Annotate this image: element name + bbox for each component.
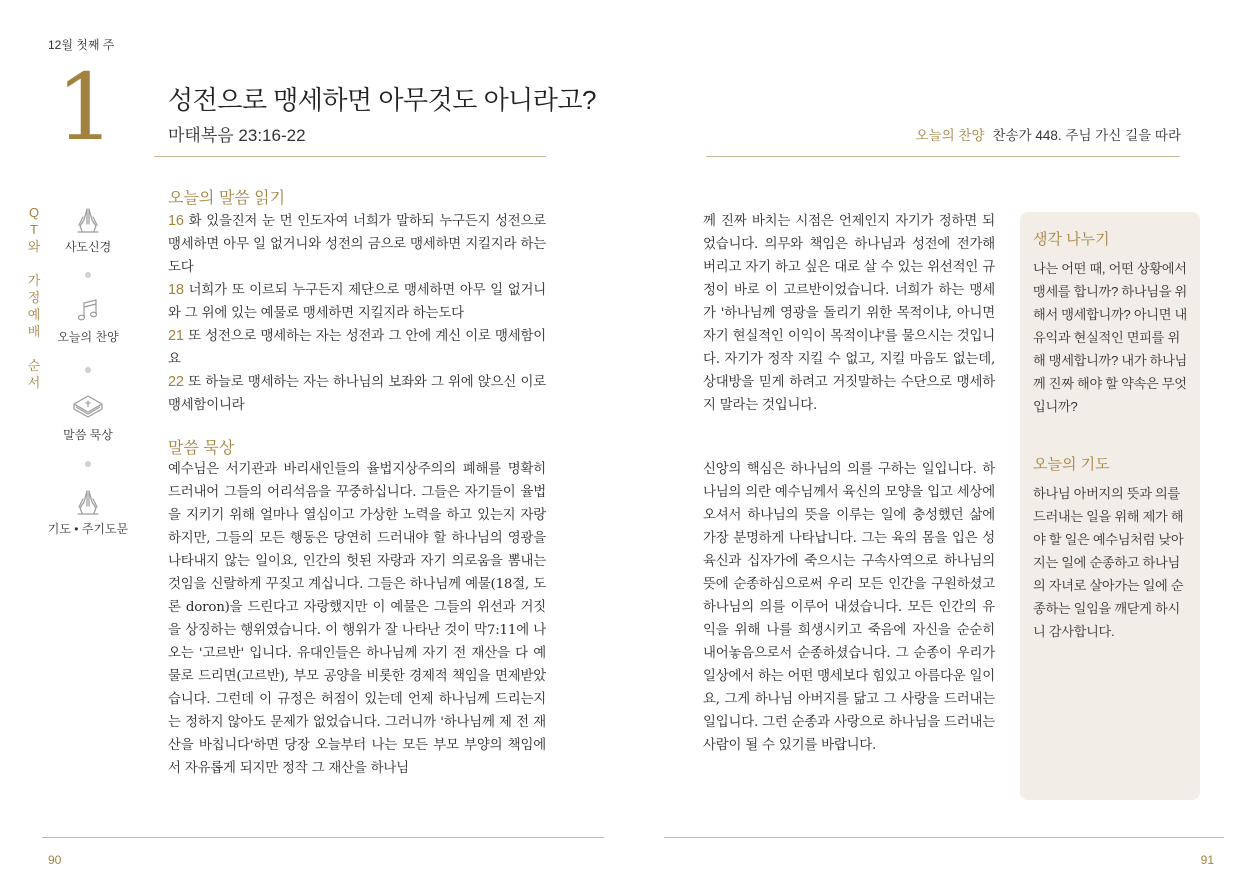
- meditation-right-text-1: 께 진짜 바치는 시점은 언제인지 자기가 정하면 되었습니다. 의무와 책임은 하나님과 성전에 전가해 버리고 자기 하고 싶은 대로 살 수 있는 위선적인 규정이 바로 이 고르반이었습니다. 너희가 하는 맹세가 '하나님께 영광을 돌리기 위한 목적이냐, 아니면 자기 현실적인 이익이 목적이냐'를 물으시는 것입니다. 자기가 정작 지킬 수 없고, 지킬 마음도 없는데, 상대방을 믿게 하려고 거짓말하는 수단으로 맹세하지 말라는 것입니다.: [703, 214, 995, 413]
- page-title: 성전으로 맹세하면 아무것도 아니라고?: [168, 85, 596, 115]
- header-divider-right: [706, 156, 1180, 157]
- verse-number: 22: [168, 374, 184, 390]
- verse: [168, 371, 546, 417]
- order-dot: [85, 461, 91, 467]
- vertical-char: Q: [28, 205, 40, 220]
- sharing-text: 나는 어떤 때, 어떤 상황에서 맹세를 합니까? 하나님을 위해서 맹세합니까? 아니면 내 유익과 현실적인 면피를 위해 맹세합니까? 내가 하나님께 진짜 해야 할 약속은 무엇입니까?: [1033, 261, 1187, 414]
- order-dot: [85, 367, 91, 373]
- music-note-icon: [73, 298, 103, 324]
- verse-text: 너희가 또 이르되 누구든지 제단으로 맹세하면 아무 일 없거니와 그 위에 있는 예물로 맹세하면 지킬지라 하는도다: [168, 283, 546, 321]
- verse-text: 화 있을진저 눈 먼 인도자여 너희가 말하되 누구든지 성전으로 맹세하면 아무 일 없거니와 성전의 금으로 맹세하면 지킬지라 하는도다: [168, 214, 546, 275]
- vertical-char: 순: [27, 358, 41, 373]
- order-dot: [85, 272, 91, 278]
- scripture-reference: 마태복음 23:16-22: [168, 126, 306, 145]
- hymn-text: 찬송가 448. 주님 가신 길을 따라: [992, 128, 1181, 143]
- week-label: 12월 첫째 주: [48, 38, 115, 52]
- praying-hands-icon: [73, 488, 103, 516]
- verse-number: 16: [168, 213, 184, 229]
- day-number: 1: [56, 54, 115, 161]
- meditation-heading: 말씀 묵상: [168, 440, 235, 457]
- vertical-char: T: [30, 222, 38, 237]
- reading-verses: [168, 210, 546, 417]
- verse: [168, 210, 546, 279]
- hymn-line: [916, 124, 1181, 144]
- verse-text: 또 하늘로 맹세하는 자는 하나님의 보좌와 그 위에 앉으신 이로 맹세함이니라: [168, 375, 546, 413]
- footer-divider-right: [664, 837, 1224, 838]
- order-item-label: 기도 • 주기도문: [47, 522, 129, 536]
- vertical-char: 와: [27, 239, 41, 254]
- verse: [168, 325, 546, 371]
- order-item-prayer: [33, 488, 143, 537]
- vertical-gap: [25, 255, 43, 272]
- verse-text: 또 성전으로 맹세하는 자는 성전과 그 안에 계신 이로 맹세함이요: [168, 329, 546, 367]
- sharing-section: [1033, 228, 1188, 418]
- reading-heading: 오늘의 말씀 읽기: [168, 190, 286, 207]
- vertical-char: 가: [27, 273, 41, 288]
- verse: [168, 279, 546, 325]
- bible-icon: [71, 392, 105, 422]
- order-item-hymn: [33, 298, 143, 345]
- prayer-text: 하나님 아버지의 뜻과 의를 드러내는 일을 위해 제가 해야 할 일은 예수님처럼 낮아지는 일에 순종하고 하나님의 자녀로 살아가는 일에 순종하는 일임을 깨닫게 하시니 감사합니다.: [1033, 486, 1184, 639]
- verse-number: 21: [168, 328, 184, 344]
- verse-number: 18: [168, 282, 184, 298]
- header-divider-left: [154, 156, 546, 157]
- order-item-creed: [33, 206, 143, 255]
- meditation-right-text-2: 신앙의 핵심은 하나님의 의를 구하는 일입니다. 하나님의 의란 예수님께서 육신의 모양을 입고 세상에 오셔서 하나님의 뜻을 이루는 일에 충성했던 삶에 가장 분명하게 나타납니다. 그는 육의 몸을 입은 성육신과 십자가에 죽으시는 구속사역으로 하나님의 뜻에 순종하심으로써 우리 모든 인간을 구원하셨고 하나님의 의를 이루어 내셨습니다. 모든 인간의 유익을 위해 나를 희생시키고 죽음에 자신을 순순히 내어놓음으로서 순종하셨습니다. 그 순종이 우리가 일상에서 하는 어떤 맹세보다 힘있고 아름다운 일이요, 그게 하나님 아버지를 닮고 그 사랑을 드러내는 일입니다. 그런 순종과 사랑으로 하나님을 드러내는 사람이 될 수 있기를 바랍니다.: [703, 462, 995, 753]
- order-item-label: 사도신경: [64, 240, 112, 254]
- order-item-meditation: [33, 392, 143, 443]
- vertical-char: 예: [27, 307, 41, 322]
- order-item-label: 오늘의 찬양: [57, 330, 119, 344]
- page-number-right: 91: [1200, 853, 1214, 867]
- footer-divider-left: [42, 837, 604, 838]
- page-number-left: 90: [48, 853, 62, 867]
- order-item-label: 말씀 묵상: [63, 428, 113, 442]
- praying-hands-icon: [73, 206, 103, 234]
- meditation-left-text: 예수님은 서기관과 바리새인들의 율법지상주의의 폐해를 명확히 드러내어 그들의 어리석음을 꾸중하십니다. 그들은 자기들이 율법을 지키기 위해 얼마나 열심이고 가상한 노력을 하고 있는지 자랑하지만, 그들의 모든 행동은 당연히 드러내야 할 하나님의 영광을 나타내지 않는 일이요, 인간의 헛된 자랑과 자기 의로움을 뽐내는 것임을 신랄하게 꾸짖고 계십니다. 그들은 하나님께 예물(18절, 도론 doron)을 드린다고 자랑했지만 이 예물은 그들의 위선과 거짓을 상징하는 행위였습니다. 이 행위가 잘 나타난 것이 막7:11에 나오는 '고르반' 입니다. 유대인들은 하나님께 자기 전 재산을 다 예물로 드리면(고르반), 부모 공양을 비롯한 경제적 책임을 면제받았습니다. 그런데 이 규정은 허점이 있는데 언제 하나님께 드리는지는 정하지 않아도 문제가 없었습니다. 그러니까 '하나님께 제 전 재산을 바칩니다'하면 당장 오늘부터 나는 모든 부모 부양의 책임에서 자유롭게 되지만 정작 그 재산을 하나님: [168, 462, 546, 776]
- vertical-char: 정: [27, 290, 41, 305]
- vertical-char: 배: [27, 324, 41, 339]
- vertical-char: 서: [27, 375, 41, 390]
- sharing-heading: 생각 나누기: [1033, 231, 1110, 248]
- prayer-section: [1033, 453, 1188, 643]
- hymn-label: 오늘의 찬양: [915, 128, 985, 143]
- prayer-heading: 오늘의 기도: [1033, 456, 1110, 473]
